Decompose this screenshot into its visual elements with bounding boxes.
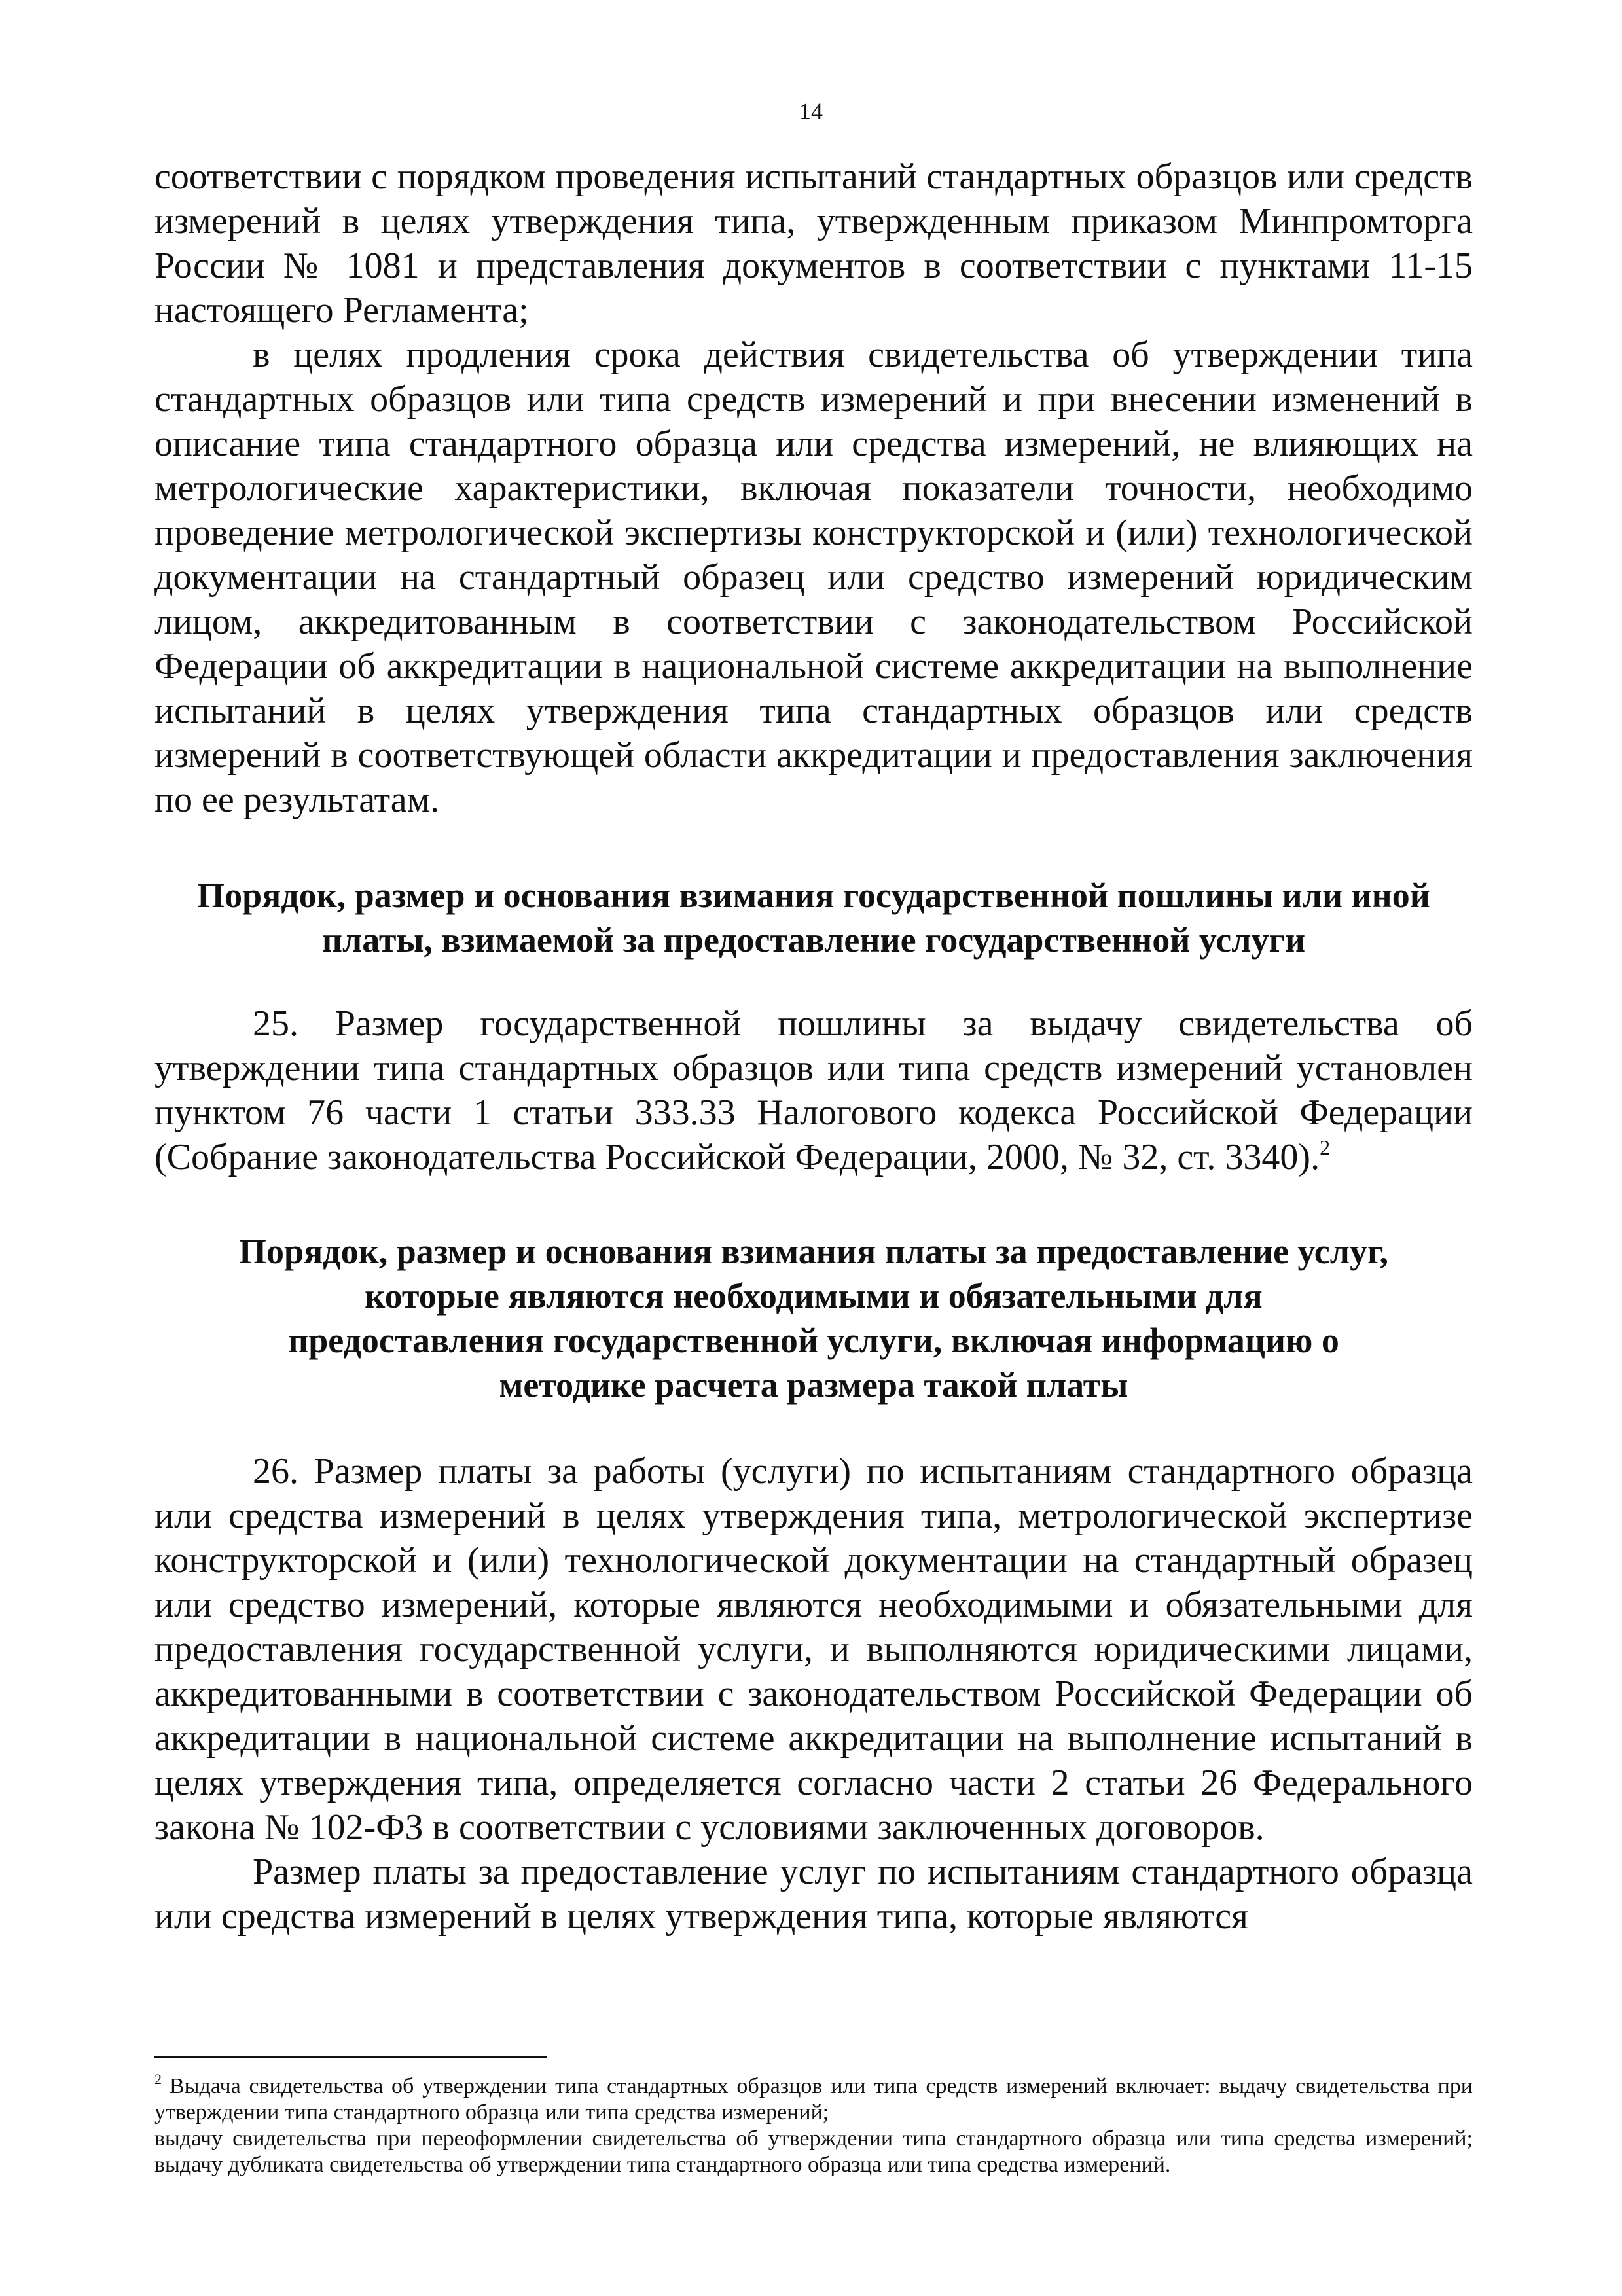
paragraph-continuation: соответствии с порядком проведения испытаний стандартных образцов или средств измерений в целях утверждения типа, утвержденным приказом Минпромторга России № 1081 и представления документов в соответствии с пунктами 11-15 настоящего Регламента; — [154, 156, 1473, 331]
document-body — [154, 154, 1473, 1939]
footnote-mark: 2 — [154, 2071, 162, 2087]
paragraph-25-text: 25. Размер государственной пошлины за выдачу свидетельства об утверждении типа стандартных образцов или типа средств измерений установлен пунктом 76 части 1 статьи 333.33 Налогового кодекса Российской Федерации (Собрание законодательства Российской Федерации, 2000, № 32, ст. 3340). — [154, 1003, 1473, 1177]
footnote-line-2: выдачу свидетельства при переоформлении свидетельства об утверждении типа стандартного образца или типа средства измерений; выдачу дубликата свидетельства об утверждении типа стандартного образца или типа средства измерений. — [154, 2126, 1473, 2177]
footnote-separator — [154, 2056, 547, 2058]
paragraph-26: 26. Размер платы за работы (услуги) по испытаниям стандартного образца или средства измерений в целях утверждения типа, метрологической экспертизе конструкторской и (или) технологической документации на стандартный образец или средство измерений, которые являются необходимыми и обязательными для предоставления государственной услуги, и выполняются юридическими лицами, аккредитованными в соответствии с законодательством Российской Федерации об аккредитации в национальной системе аккредитации на выполнение испытаний в целях утверждения типа, определяется согласно части 2 статьи 26 Федерального закона № 102-ФЗ в соответствии с условиями заключенных договоров. — [154, 1451, 1473, 1848]
section-heading-service-fee: Порядок, размер и основания взимания платы за предоставление услуг, которые являются необходимыми и обязательными для предоставления государственной услуги, включая информацию о методике расчета размера такой платы — [239, 1232, 1388, 1405]
paragraph-extension-expertise: в целях продления срока действия свидетельства об утверждении типа стандартных образцов или типа средств измерений и при внесении изменений в описание типа стандартного образца или средства измерений, не влияющих на метрологические характеристики, включая показатели точности, необходимо проведение метрологической экспертизы конструкторской и (или) технологической документации на стандартный образец или средство измерений юридическим лицом, аккредитованным в соответствии с законодательством Российской Федерации об аккредитации в национальной системе аккредитации на выполнение испытаний в целях утверждения типа стандартных образцов или средств измерений в соответствующей области аккредитации и предоставления заключения по ее результатам. — [154, 334, 1473, 820]
footnote-line-1 — [154, 2073, 1473, 2126]
page-number: 14 — [799, 98, 823, 124]
footnotes — [154, 2073, 1473, 2178]
section-heading-state-fee: Порядок, размер и основания взимания государственной пошлины или иной платы, взимаемой за предоставление государственной услуги — [197, 876, 1430, 960]
footnote-reference: 2 — [1320, 1136, 1331, 1159]
paragraph-fee-size: Размер платы за предоставление услуг по испытаниям стандартного образца или средства измерений в целях утверждения типа, которые являются — [154, 1852, 1473, 1937]
paragraph-25 — [154, 1001, 1473, 1179]
footnote-text-1: Выдача свидетельства об утверждении типа стандартных образцов или типа средств измерений включает: выдачу свидетельства при утверждении типа стандартного образца или типа средства измерений; — [154, 2074, 1473, 2125]
